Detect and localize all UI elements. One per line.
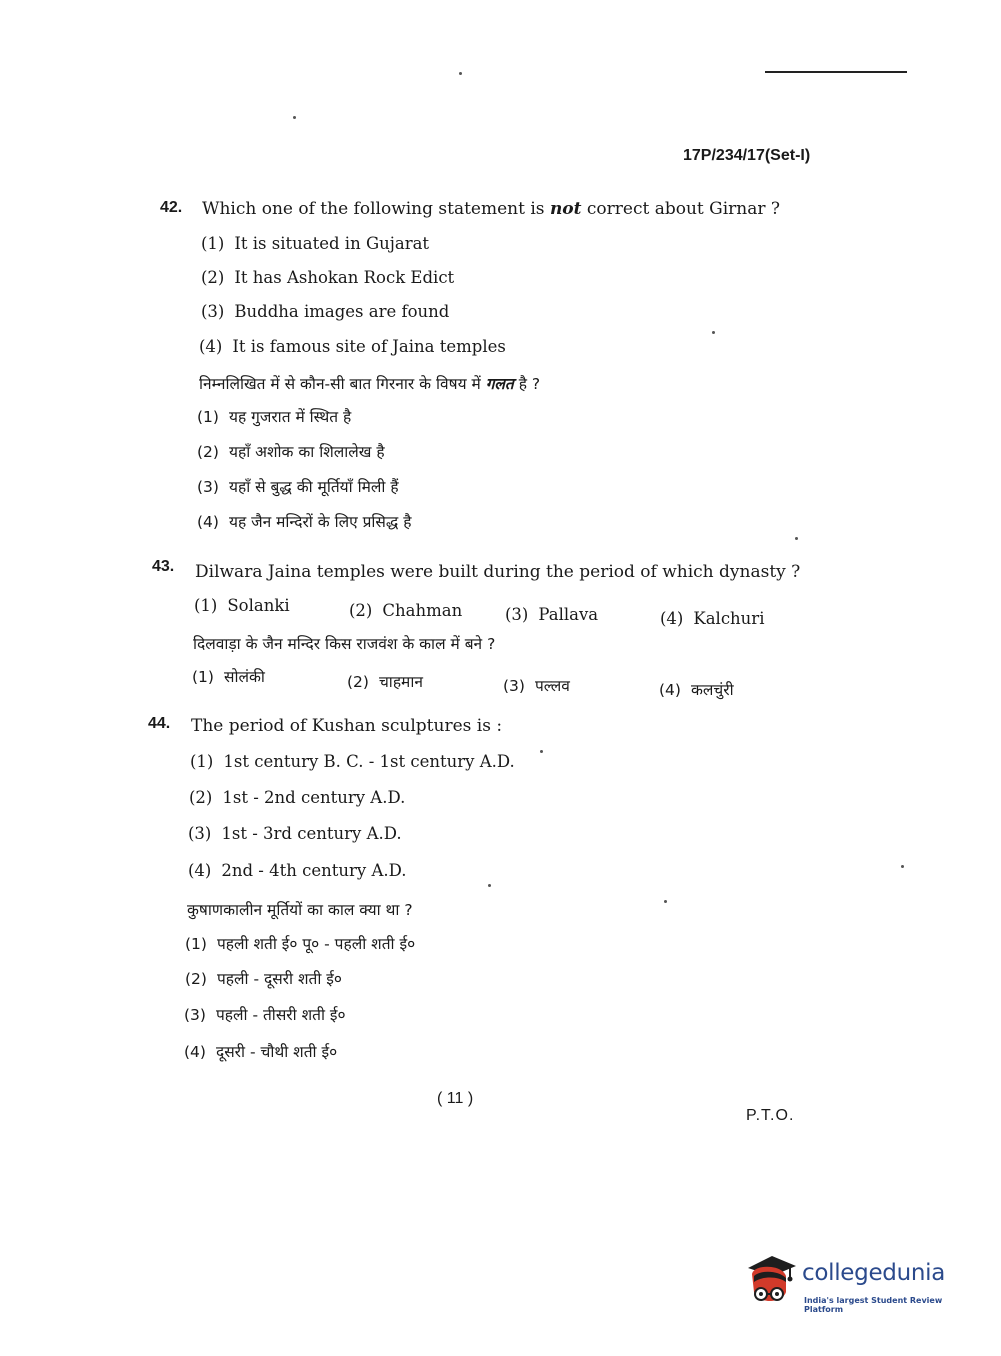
scan-speck <box>488 884 491 887</box>
option-en-3: (3) Pallava <box>505 605 599 624</box>
option-hi-4: (4) यह जैन मन्दिरों के लिए प्रसिद्ध है <box>197 513 412 531</box>
question-text-hi: निम्नलिखित में से कौन-सी बात गिरनार के विषय में गलत है ? <box>199 375 541 393</box>
student-mascot-icon <box>742 1252 800 1312</box>
option-hi-2: (2) पहली - दूसरी शती ई० <box>185 970 342 988</box>
scan-speck <box>712 331 715 334</box>
option-hi-4: (4) कलचुंरी <box>659 681 734 699</box>
question-text-hi: दिलवाड़ा के जैन मन्दिर किस राजवंश के काल में बने ? <box>193 635 496 653</box>
option-en-4: (4) It is famous site of Jaina temples <box>199 337 506 356</box>
question-number: 44. <box>148 715 171 732</box>
question-text-en: Dilwara Jaina temples were built during the period of which dynasty ? <box>195 562 801 582</box>
scan-speck <box>901 865 904 868</box>
option-hi-3: (3) यहाँ से बुद्ध की मूर्तियाँ मिली हैं <box>197 478 399 496</box>
option-en-4: (4) Kalchuri <box>660 609 765 628</box>
option-en-1: (1) 1st century B. C. - 1st century A.D. <box>190 752 515 771</box>
option-hi-2: (2) चाहमान <box>347 673 423 691</box>
pto-label: P.T.O. <box>746 1107 795 1124</box>
scan-speck <box>795 537 798 540</box>
emphasis-not: not <box>549 199 582 219</box>
scan-speck <box>293 116 296 119</box>
scan-speck <box>540 750 543 753</box>
option-hi-2: (2) यहाँ अशोक का शिलालेख है <box>197 443 385 461</box>
logo-tagline: India's largest Student Review Platform <box>804 1296 943 1314</box>
scan-speck <box>459 72 462 75</box>
question-text-hi: कुषाणकालीन मूर्तियों का काल क्या था ? <box>187 901 413 919</box>
option-hi-1: (1) सोलंकी <box>192 668 265 686</box>
scan-speck <box>664 900 667 903</box>
collegedunia-logo <box>742 1252 972 1318</box>
logo-wordmark: collegedunia <box>802 1260 946 1286</box>
option-en-1: (1) It is situated in Gujarat <box>201 234 430 253</box>
option-en-2: (2) It has Ashokan Rock Edict <box>201 268 455 287</box>
option-hi-3: (3) पल्लव <box>503 677 570 695</box>
page-number: ( 11 ) <box>437 1090 474 1107</box>
option-en-3: (3) Buddha images are found <box>201 302 450 321</box>
emphasis-galat: गलत <box>485 375 514 393</box>
paper-code: 17P/234/17(Set-I) <box>683 147 811 164</box>
question-text-en: Which one of the following statement is not correct about Girnar ? <box>202 199 781 219</box>
option-hi-1: (1) पहली शती ई० पू० - पहली शती ई० <box>185 935 416 953</box>
option-en-2: (2) 1st - 2nd century A.D. <box>189 788 406 807</box>
option-en-2: (2) Chahman <box>349 601 463 620</box>
option-en-4: (4) 2nd - 4th century A.D. <box>188 861 407 880</box>
question-number: 42. <box>160 199 183 216</box>
top-rule <box>765 71 907 73</box>
option-en-1: (1) Solanki <box>194 596 290 615</box>
question-number: 43. <box>152 558 175 575</box>
option-hi-4: (4) दूसरी - चौथी शती ई० <box>184 1043 338 1061</box>
question-text-en: The period of Kushan sculptures is : <box>191 716 503 736</box>
option-en-3: (3) 1st - 3rd century A.D. <box>188 824 402 843</box>
option-hi-1: (1) यह गुजरात में स्थित है <box>197 408 352 426</box>
option-hi-3: (3) पहली - तीसरी शती ई० <box>184 1006 346 1024</box>
